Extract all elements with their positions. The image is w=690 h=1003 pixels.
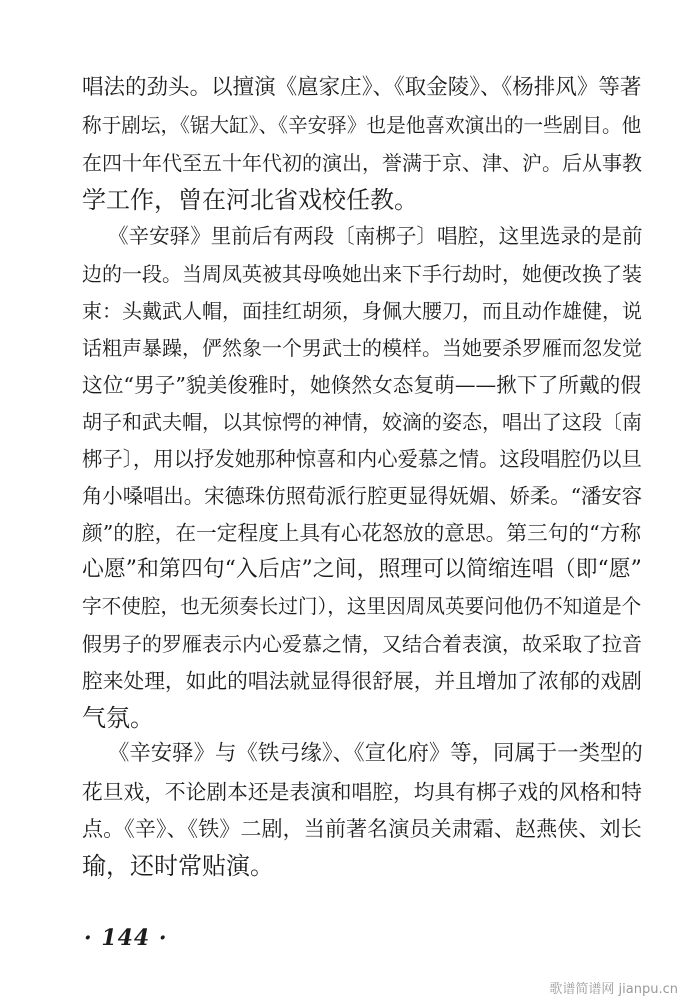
text-line: 边的一段。当周凤英被其母唤她出来下手行劫时，她便改换了装 [82,262,642,286]
site-watermark: 歌谱简谱网 jianpu.cn [549,982,678,997]
text-line: 梆子〕，用以抒发她那种惊喜和内心爱慕之情。这段唱腔仍以旦 [82,447,642,471]
text-line: 《辛安驿》与《铁弓缘》、《宣化府》等，同属于一类型的 [108,741,643,766]
text-line: 在四十年代至五十年代初的演出，誉满于京、津、沪。后从事教 [82,151,642,175]
text-line: 腔来处理，如此的唱法就显得很舒展，并且增加了浓郁的戏剧 [82,669,642,693]
text-line: 气氛。 [82,704,154,732]
text-line: 花旦戏，不论剧本还是表演和唱腔，均具有梆子戏的风格和特 [82,780,642,804]
text-line: 话粗声暴躁，俨然象一个男武士的模样。当她要杀罗雁而忽发觉 [82,336,642,360]
text-line: 学工作，曾在河北省戏校任教。 [82,186,418,214]
text-line: 假男子的罗雁表示内心爱慕之情，又结合着表演，故采取了拉音 [82,632,642,656]
text-line: 角小嗓唱出。宋德珠仿照荀派行腔更显得妩媚、娇柔。“潘安容 [82,484,643,508]
text-line: 唱法的劲头。以擅演《扈家庄》、《取金陵》、《杨排风》等著 [82,75,642,100]
text-line: 称于剧坛，《锯大缸》、《辛安驿》也是他喜欢演出的一些剧目。他 [82,114,642,137]
text-line: 这位“男子”貌美俊雅时，她倏然女态复萌——揪下了所戴的假 [82,373,642,397]
text-line: 瑜，还时常贴演。 [82,852,274,880]
text-line: 点。《辛》、《铁》二剧，当前著名演员关肃霜、赵燕侠、刘长 [82,816,642,841]
text-line: 字不使腔，也无须奏长过门），这里因周凤英要问他仍不知道是个 [82,595,642,618]
text-line: 束：头戴武人帽，面挂红胡须，身佩大腰刀，而且动作雄健，说 [82,299,642,323]
text-line: 颜”的腔，在一定程度上具有心花怒放的意思。第三句的“方称 [82,521,642,545]
text-line: 胡子和武夫帽，以其惊愕的神情，姣滴的姿态，唱出了这段〔南 [82,410,642,434]
page-number: · 144 · [84,925,168,951]
text-line: 《辛安驿》里前后有两段〔南梆子〕唱腔，这里选录的是前 [108,224,643,248]
text-line: 心愿”和第四句“入后店”之间，照理可以简缩连唱（即“愿” [82,557,642,582]
